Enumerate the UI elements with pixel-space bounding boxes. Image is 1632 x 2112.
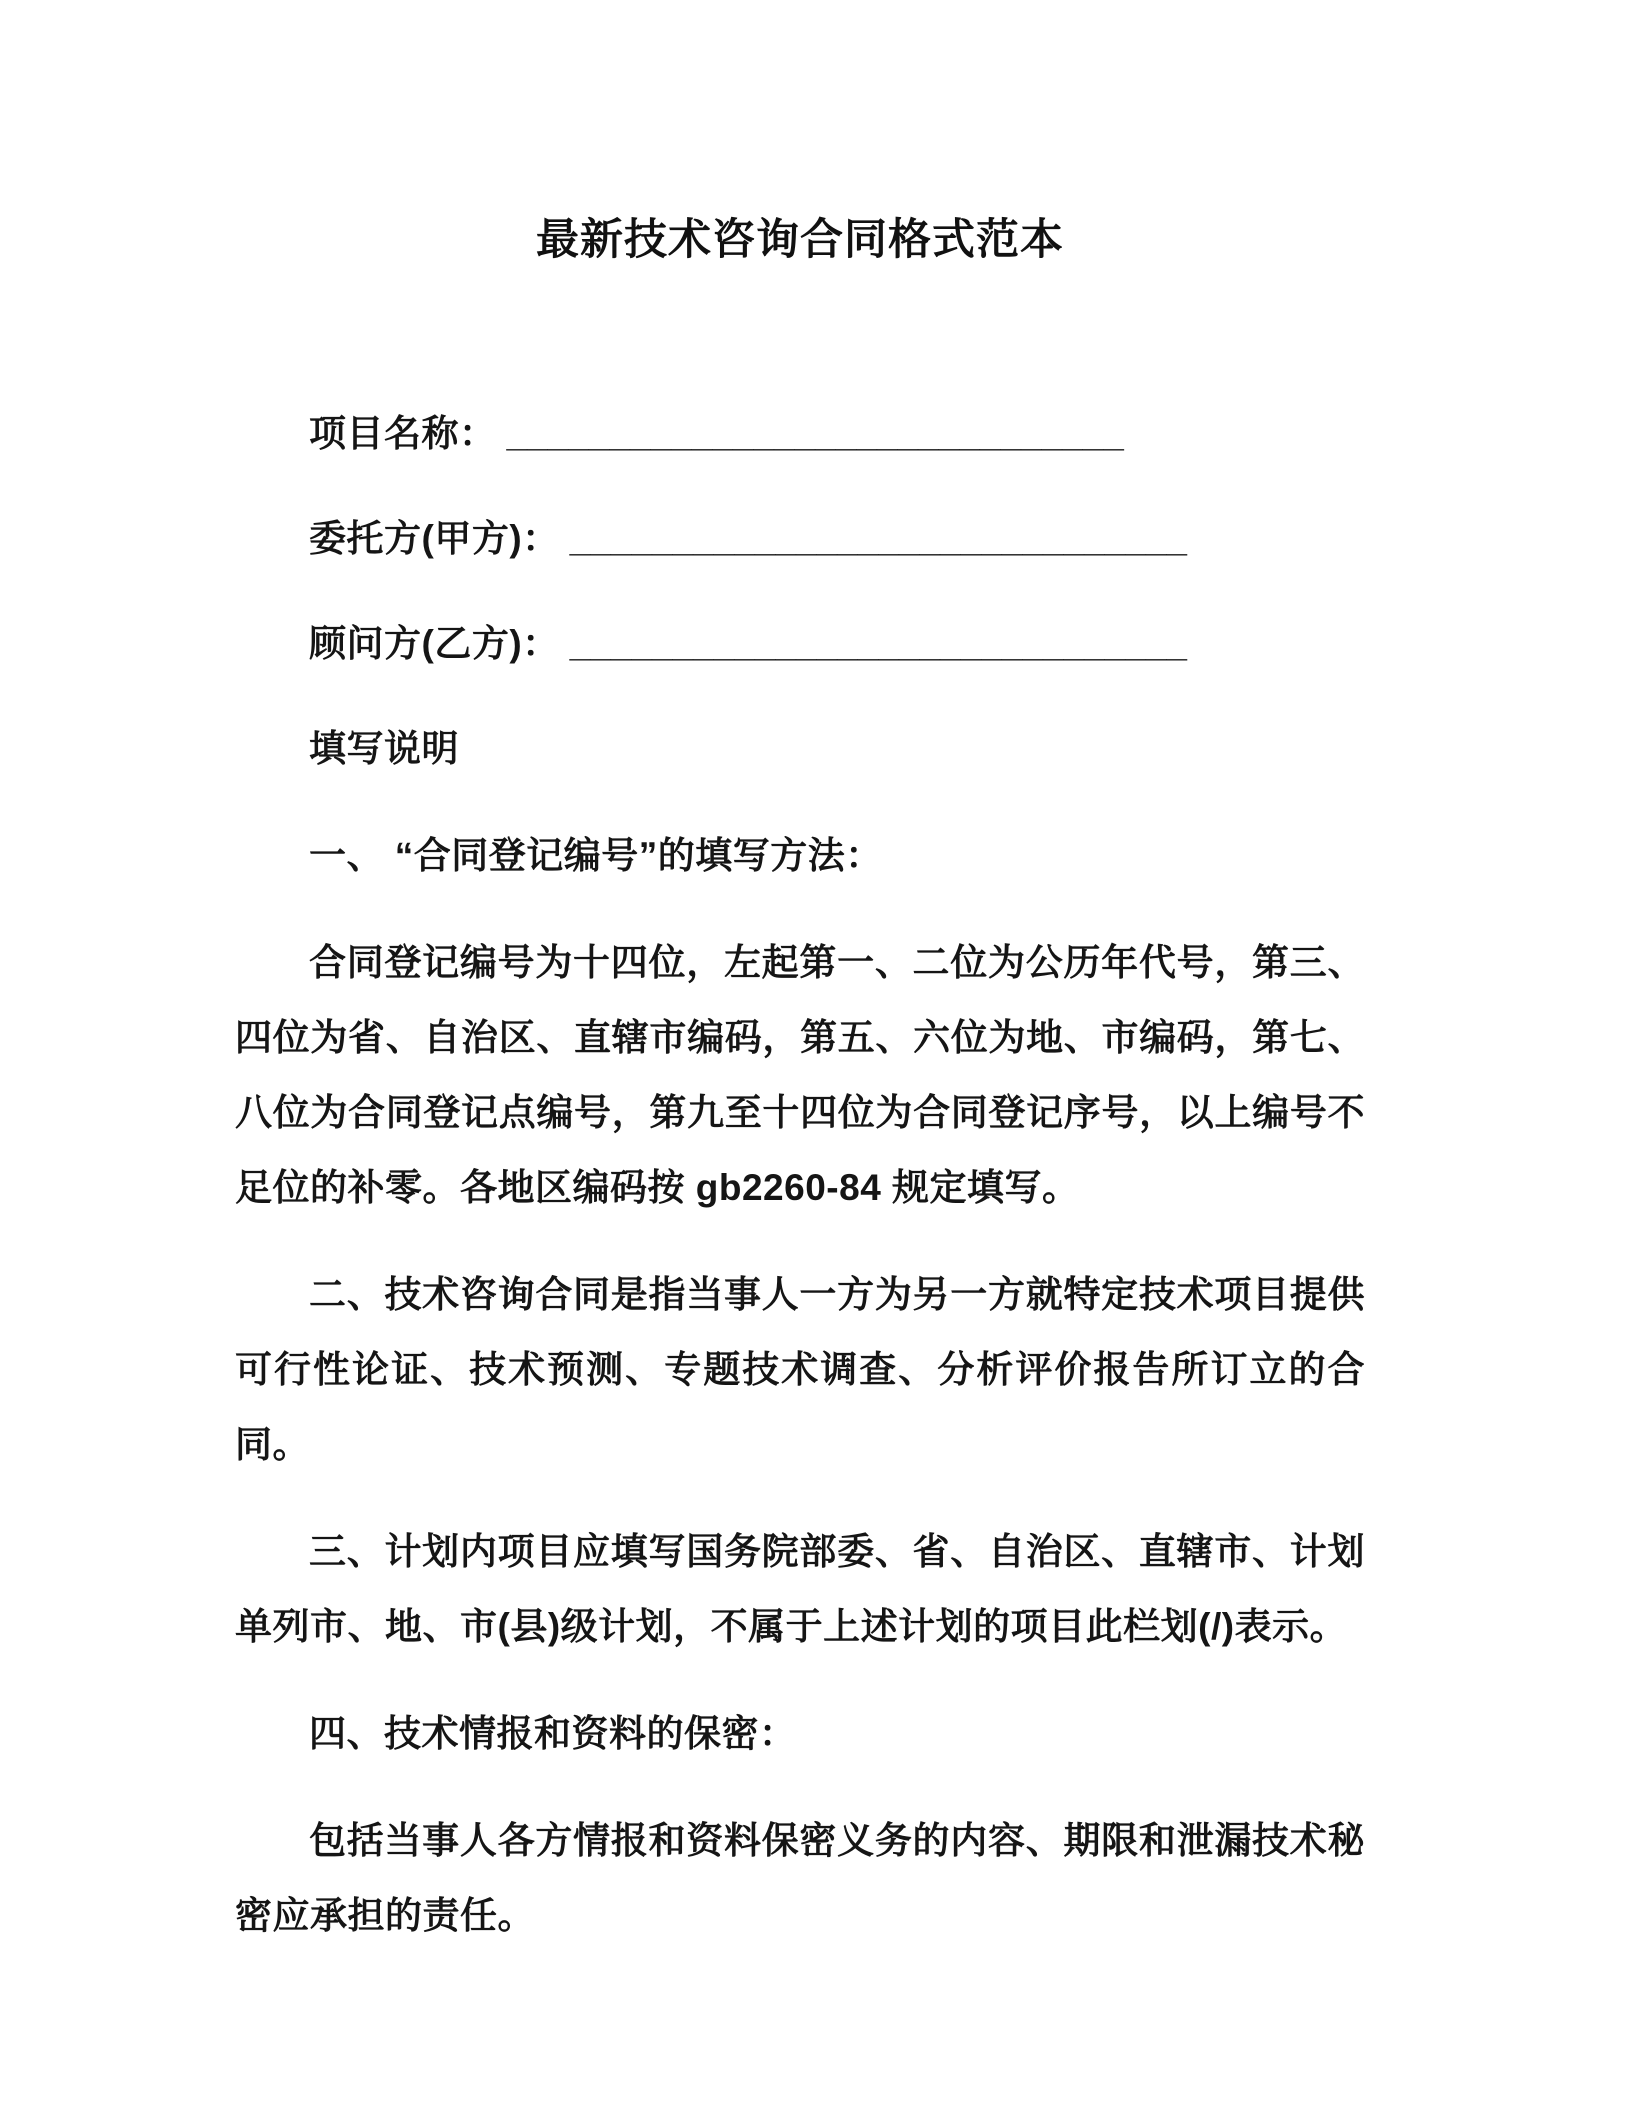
- field-project-name-label: 项目名称：: [309, 413, 497, 454]
- field-client-party-a: [235, 501, 1365, 576]
- item-4-heading: 四、技术情报和资料的保密：: [309, 1713, 797, 1754]
- item-3-paragraph: 三、计划内项目应填写国务院部委、省、自治区、直辖市、计划单列市、地、市(县)级计划，不属于上述计划的项目此栏划(/)表示。: [235, 1531, 1365, 1647]
- item-4-body-paragraph: 包括当事人各方情报和资料保密义务的内容、期限和泄漏技术秘密应承担的责任。: [235, 1820, 1365, 1936]
- item-1-body-paragraph: 合同登记编号为十四位，左起第一、二位为公历年代号，第三、四位为省、自治区、直辖市编码，第五、六位为地、市编码，第七、八位为合同登记点编号，第九至十四位为合同登记序号，以上编号不足位的补零。各地区编码按 gb2260-84 规定填写。: [235, 942, 1365, 1208]
- item-2-paragraph: 二、技术咨询合同是指当事人一方为另一方就特定技术项目提供可行性论证、技术预测、专题技术调查、分析评价报告所订立的合同。: [235, 1274, 1365, 1465]
- field-project-name-blank: ______________________________: [506, 413, 1124, 454]
- field-client-party-a-label: 委托方(甲方)：: [309, 518, 560, 559]
- field-project-name: [235, 396, 1365, 471]
- fill-instructions-heading: 填写说明: [309, 728, 459, 769]
- field-consultant-party-b-blank: ______________________________: [569, 623, 1187, 664]
- field-client-party-a-blank: ______________________________: [569, 518, 1187, 559]
- document-title: 最新技术咨询合同格式范本: [536, 216, 1064, 264]
- field-consultant-party-b: [235, 606, 1365, 681]
- item-1-heading: 一、 “合同登记编号”的填写方法：: [309, 835, 883, 876]
- field-consultant-party-b-label: 顾问方(乙方)：: [309, 623, 560, 664]
